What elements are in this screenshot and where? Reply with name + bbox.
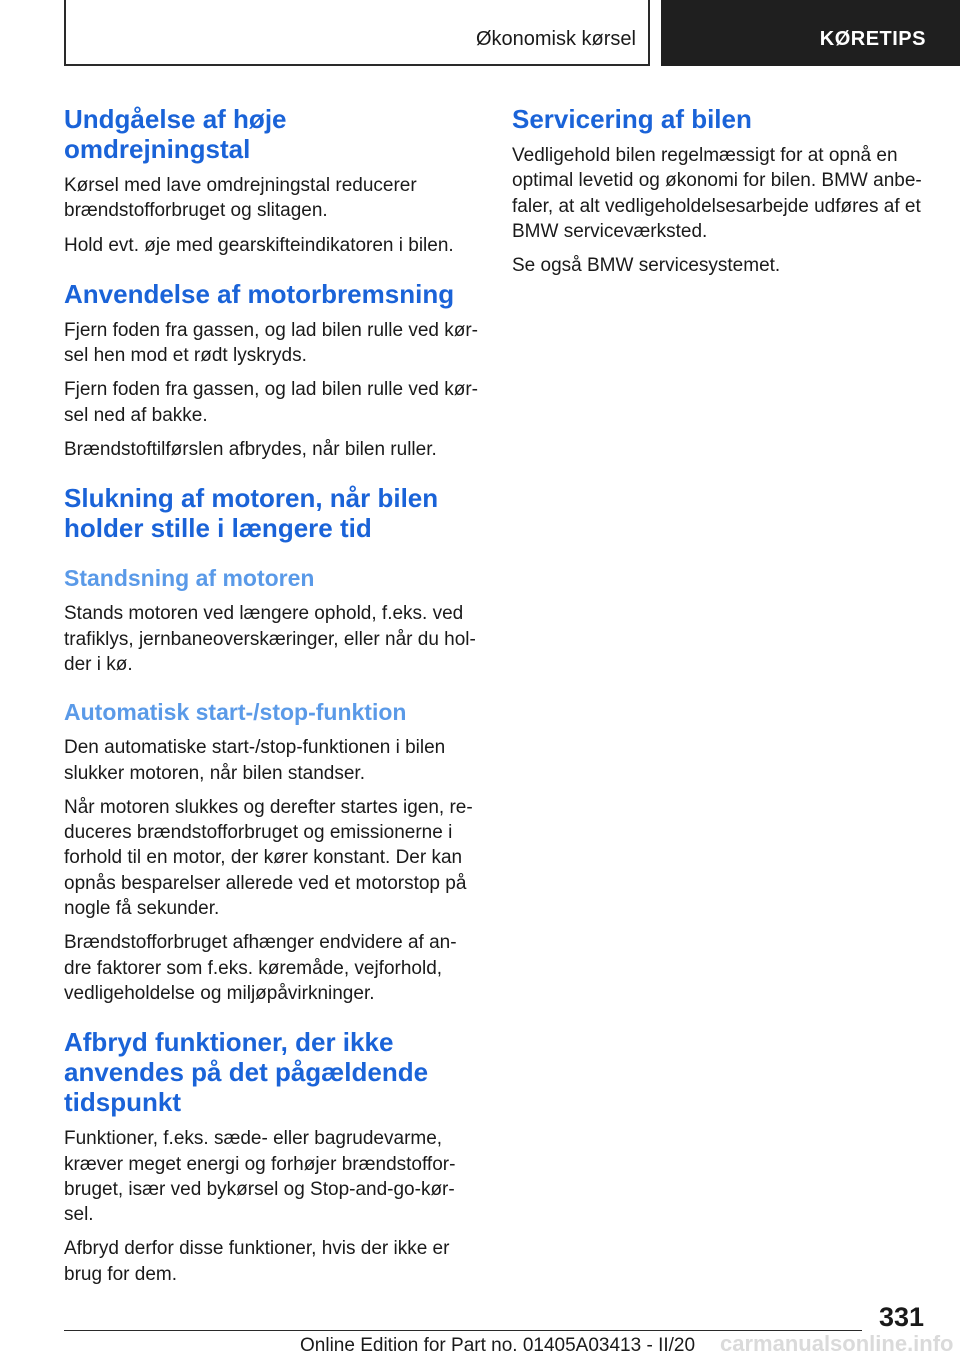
page-number: 331 <box>878 1302 924 1332</box>
paragraph: Den automatiske start-/stop-funktionen i bilen slukker motoren, når bilen standser. <box>64 737 446 784</box>
paragraph: Når motoren slukkes og derefter startes igen, re- duceres brændstofforbruget og emissionerne i forhold til en motor, der kører konstant. Der kan opnås besparelser allerede ved et motorstop på nogle få sekunder. <box>64 796 473 920</box>
heading-engine-off: Slukning af motoren, når bilen holder stille i længere tid <box>64 483 439 544</box>
header-left-rule <box>64 0 66 66</box>
heading-servicing: Servicering af bilen <box>512 104 752 134</box>
heading-engine-braking: Anvendelse af motorbremsning <box>64 278 455 309</box>
left-column <box>64 104 478 1287</box>
paragraph: Fjern foden fra gassen, og lad bilen rulle ved kør- sel ned af bakke. <box>64 379 478 426</box>
paragraph: Brændstofforbruget afhænger endvidere af an- dre faktorer som f.eks. køremåde, vejforhold, vedligeholdelse og miljøpåvirkninger. <box>64 932 457 1004</box>
chapter-tab-label: KØRETIPS <box>819 28 926 50</box>
chapter-tab <box>661 0 960 66</box>
heading-high-rpm: Undgåelse af høje omdrejningstal <box>64 104 287 164</box>
paragraph: Vedligehold bilen regelmæssigt for at opnå en optimal levetid og økonomi for bilen. BMW anbe- faler, at alt vedligeholdelsesarbejde udføres af et BMW serviceværksted. <box>512 145 922 242</box>
header-right-rule <box>648 0 650 66</box>
paragraph: Se også BMW servicesystemet. <box>512 255 781 277</box>
paragraph: Funktioner, f.eks. sæde- eller bagrudevarme, kræver meget energi og forhøjer brændstoffor- bruget, især ved bykørsel og Stop-and-go-kør- sel. <box>64 1128 456 1226</box>
paragraph: Kørsel med lave omdrejningstal reducerer brændstofforbruget og slitagen. <box>64 175 417 222</box>
subheading-stop-engine: Standsning af motoren <box>64 565 315 592</box>
watermark-logo: carmanualsonline.info <box>720 1331 954 1356</box>
subheading-auto-start-stop: Automatisk start-/stop-funktion <box>64 699 407 726</box>
right-column <box>512 104 926 278</box>
footer-edition-text: Online Edition for Part no. 01405A03413 - II/20 <box>300 1335 696 1356</box>
header-underline <box>64 64 650 66</box>
paragraph: Fjern foden fra gassen, og lad bilen rulle ved kør- sel hen mod et rødt lyskryds. <box>64 319 478 367</box>
section-title: Økonomisk kørsel <box>475 28 636 50</box>
paragraph: Brændstoftilførslen afbrydes, når bilen ruller. <box>64 439 437 461</box>
paragraph: Hold evt. øje med gearskifteindikatoren i bilen. <box>64 234 454 256</box>
paragraph: Stands motoren ved længere ophold, f.eks. ved trafiklys, jernbaneoverskæringer, eller når du hol- der i kø. <box>64 603 476 675</box>
paragraph: Afbryd derfor disse funktioner, hvis der ikke er brug for dem. <box>64 1238 450 1285</box>
heading-switch-off-functions: Afbryd funktioner, der ikke anvendes på det pågældende tidspunkt <box>64 1027 429 1118</box>
